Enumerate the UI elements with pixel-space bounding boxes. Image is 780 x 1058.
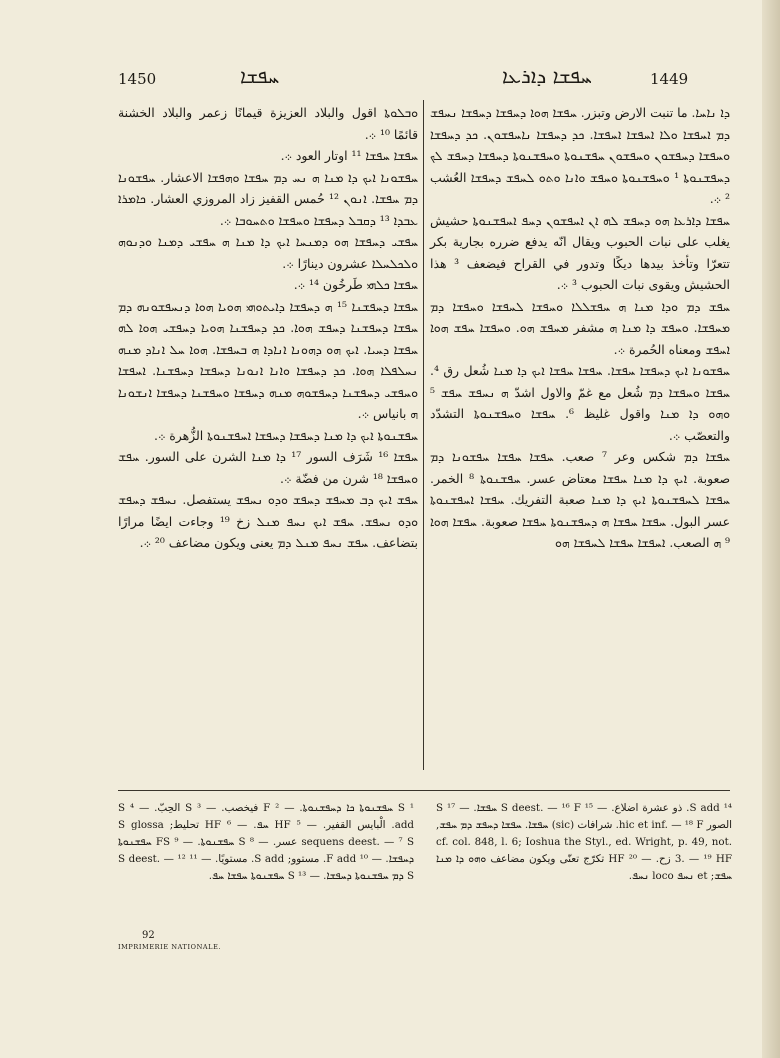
entry-paragraph: ܚܦܫܐ ܚܦܫܐ ¹¹ اوتار العود ܀. [280, 148, 418, 163]
entry-paragraph: ܚܦܫܐ ܕܡ شكس وعر ⁷ صعب. ܚܦܫܐ ܚܦܫܐ ܚܦܫܘܢܐ ܕܡ صعوبة. ܐܝܟ ܕܐ ܡܢܐ ܚܦܫܐ معتاض عسر. ܚܦܫܢܘܬܐ ⁸ الخمر. ܚܦܫܐ ܠܚܦܫܢܘܬܐ ܐܝܟ ܕܐ ܡܢܐ صعبة التفريك. ܚܦܫܐ ܐܚܦܫܢܘܬܐ عسر البول. ܚܦܫܐ ܚܦܫܐ ܗ ܕܚܦܫܢܘܬܐ ܚܦܫܐ صعوبة. ܚܦܫܐ ܗܘܐ ⁹ ܗ الصعب. ܐܚܦܫܐ ܚܦܫܐ ܠܚܦܫܐ ܗܘ [430, 449, 731, 550]
footnote-rule [118, 790, 730, 791]
entry-paragraph: ܚܦܫܐ ܕܚܦܫܢܐ ¹⁵ ܗ ܕܚܦܫܐ ܕܐܝܬܘܗܝ ܗܘܝܐ ܗܘܐ ܕܢܚܦܫܘܢܗ ܕܡ ܚܦܫܐ ܕܚܦܫܢܐ ܕܚܦܫ ܗܘܐ. ܟܕ ܕܚܦܫܢܐ ܗܘܝܐ ܕܚܦܫܝ ܗܘܐ ܠܗ ܚܦܫܐ ܕܚܝܐ. ܐܝܟ ܗܘ ܕܗܘܢܐ ܐܢܐܕܐ ܗ ܒܚܦܫܐ. ܗܘܐ ܚܠ ܐܢܐܕ ܡܢܗ ܢܚܠܦܠܐ ܗܘܐ. ܟܕ ܕܚܦܫܐ ܘܐܢܐ ܐܢܘܢܐ ܕܚܦܫܐ ܕܚܦܫܢܐ. ܐܚܦܫܐ ܘܚܦܫܝ ܕܚܦܫܢܐ ܕܚܦܫܘܗ ܡܢܗ ܕܚܦܫܐ ܘܚܦܫܢܐ ܕܚܦܫܐ ܐܢܫܘܢܐ ܗ بانياس ܀. [118, 298, 418, 421]
entry-paragraph: ܚܦܫܢܘܬܐ ܐܝܟ ܕܐ ܡܢܐ ܕܚܦܫܐ ܕܚܦܫܐ ܐܚܦܫܢܘܬܐ الزُّهرة ܀. [154, 427, 418, 443]
entry-paragraph: ܚܦܫܘܢܐ ܐܝܟ ܕܐ ܡܢܐ ܗ ܢܚ ܕܡ ܚܦܫܐ ܘܗܦܫܐ الاعشار. ܚܦܫܘܢܐ ܕܡ ܚܦܫܐ. ܐܢܘܢ ¹² حُمس القفيز زاد المروزي العشار. ܟܐܡܪܐ ܥܒܕܐ ¹³ ܕܩܒܠ ܕܚܦܫܐ ܘܚܦܫܐ ܘܬܚܘܒܐ ܀. [118, 169, 418, 228]
left-column [118, 102, 418, 554]
right-page-number: 1449 [650, 70, 689, 88]
entry-paragraph: ܘܒܠܘܬܐ اقول والبلاد العزيزة قيمانًا زعمر والبلاد الخشنة قائمًا ¹⁰ ܀. [118, 105, 418, 142]
right-footnotes [436, 800, 732, 885]
left-footnotes [118, 800, 414, 885]
entry-paragraph: ܚܦܫܐ ܟܠܗܝ طَرخُون ¹⁴ ܀. [293, 277, 418, 292]
footnote-block: ¹ S ܚܦܫܢܘܬܐ ܟܐ ܕܚܦܫܢܘܬܐ. — ² F فيخصب. — ³ S الحِبّ. — ⁴ S add. الْبايس القفير. — ⁵ HF ܚܦ. — ⁶ HF تحليط; S glossa sequens deest. — ⁷ S عسر. — ⁸ S ܚܦܫܢܘܬܐ. — ⁹ FS ܚܦܫܢܘܬܐ ܕܚܦܫܐ. — ¹⁰ F add. مستوو; S add. مستويًا. — ¹¹ S deest. — ¹² S ܕܡ ܚܦܫܢܘܬܐ ܕܚܦܫܐ. — ¹³ S ܚܦܫܢܘܬܐ ܚܦܫܐ ܚܦ. [118, 802, 415, 882]
entry-paragraph: ܕܐ ܢܐܚܐ. ما تنبت الارض وتبزر. ܚܦܫܐ ܗܘܐ ܕܚܦܫܐ ܕܚܦܫܐ ܢܚܦܫ ܕܡ ܐܚܦܫܐ ܘܠܐ ܐܚܦܫܐ ܐܚܦܫܐ. ܟܕ ܕܚܦܫܐ ܢܐܚܦܫܘܢ. ܟܕ ܕܚܦܫܐ ܘܚܦܫܐ ܕܚܦܫܘܢ ܘܚܦܫܘܢ ܚܦܫܢܘܬܐ ܘܚܦܫܢܘܬܐ ܕܚܦܫܐ ܕܚܦܫ ܠܟ ܕܚܦܫܢܘܬܐ ¹ ܘܚܦܫܢܘܬܐ ܘܚܦܫ ܘܐܢܐ ܘܬܘ ܠܚܦܫ ܕܚܦܫܐ العُشب ² ܀. [430, 105, 730, 206]
entry-paragraph: ܚܦܫ ܕܡ ܘܕܐ ܡܢܐ ܗ ܚܦܫܠܠܐ ܘܚܦܫܐ ܠܚܦܫܐ ܘܚܦܫܐ ܕܡ ܡܚܦܫܐ. ܘܚܦܫ ܕܐ ܡܢܐ ܗ مشفر ܡܚܦܫ ܗܘ. ܘܚܦܫܐ ܚܦܫ ܗܘܐ ܐܚܦܫ ومعناه الحُمرة ܀. [430, 298, 730, 357]
footnote-block: ¹⁴ S add. ذو عشرة اضلاع. — ¹⁵ S deest. — ¹⁶ F ܚܦܫܐ. — ¹⁷ S الصور hic et inf. — ¹⁸ F. شرافات (sic) ܚܦܫܐ. ܚܦܫܐ ܕܚܦܫ ܕܡ ܚܦܫ, cf. col. 848, l. 6; Ioshua the Styl., ed. Wright, p. 49, not. 3. — ¹⁹ HF زح. — ²⁰ HF تكرّج تعنّى ويكون مضاعف ܘܗܘ ܕܐ ܡܢܐ ܚܦܫ; et ܢܚܦ loco ܢܚܦ. [436, 802, 732, 882]
entry-paragraph: ܚܦܫܝ ܕܚܦܫܐ ܗܘ ܕܡܢܚܐ ܐܝܟ ܕܐ ܡܢܐ ܗ ܚܦܫܝ ܕܡܢܐ ܘܕܢܘܗ ܘܠܟܠܚܠܐ عشرون دينارًا ܀. [118, 234, 418, 271]
column-divider [423, 100, 424, 770]
right-running-headword: ܚܦܫܐ ܕܐܪܥܐ [502, 64, 592, 88]
printer-imprint: IMPRIMERIE NATIONALE. [118, 943, 222, 951]
left-page-number: 1450 [118, 70, 157, 88]
right-column [430, 102, 730, 554]
entry-paragraph: ܚܦܫܐ ܕܐܪܥܐ ܗܘ ܕܚܦܫ ܠܗ ܐܢ ܐܚܦܫܘܢ ܕܚܦ ܐܚܦܫܢܘܬܐ حشيش يغلب على نبات الحبوب ويقال انّه يدفع ضرره بجارية بكر تتعرّا وتأخذ بيدها ديكًا وتدور في القراح فيضعف ³ هذا الحشيش ويقوى نبات الحبوب ³ ܀. [430, 212, 730, 292]
entry-paragraph: ܚܦܫ ܐܝܟ ܕܒ ܡܚܦܫ ܕܚܦܫ ܘܕܘ ܢܚܦܫ يستفصل. ܢܚܦܫ ܕܚܦܫ ܘܕܘ ܢܚܦܫ. ܚܦܫ ܐܝܟ ܢܚܦ ܡܢܠ زخ ¹⁹ وجاءت ايضًا مرارًا بتضاعف. ܚܦܫ ܢܚܦ ܡܢܠ ܕܡ يعنى ويكون مضاعف ²⁰ ܀. [118, 492, 418, 550]
sheet-number: 92 [142, 930, 155, 941]
page-edge [762, 0, 780, 1058]
left-running-headword: ܚܦܫܐ [240, 64, 280, 88]
entry-paragraph: ܚܦܫܘܢܐ ܐܝܟ ܕܚܦܫܐ ܚܦܫܐ. ܚܦܫܐ ܚܦܫܐ ܐܝܟ ܕܐ ܡܢܐ شُعل رق ⁴. ܚܦܫܐ ܘܚܦܫܐ ܕܡ شُعل مع غمّ والاول اشدّ ܗ ܢܚܦܫ ܚܦܫ ⁵ ܘܗܘ ܕܐ ܡܢܐ واقول غليظ ⁶. ܚܦܫܐ ܘܚܦܫܢܘܬܐ التشدّد والتعصّب ܀. [430, 363, 730, 443]
entry-paragraph: ܚܦܫܐ ¹⁶ شَرَف السور ¹⁷ ܕܐ ܡܢܐ الشرن على السور. ܚܦܫ ܘܚܦܫܐ ¹⁸ شرن من فضّة ܀. [118, 449, 418, 486]
